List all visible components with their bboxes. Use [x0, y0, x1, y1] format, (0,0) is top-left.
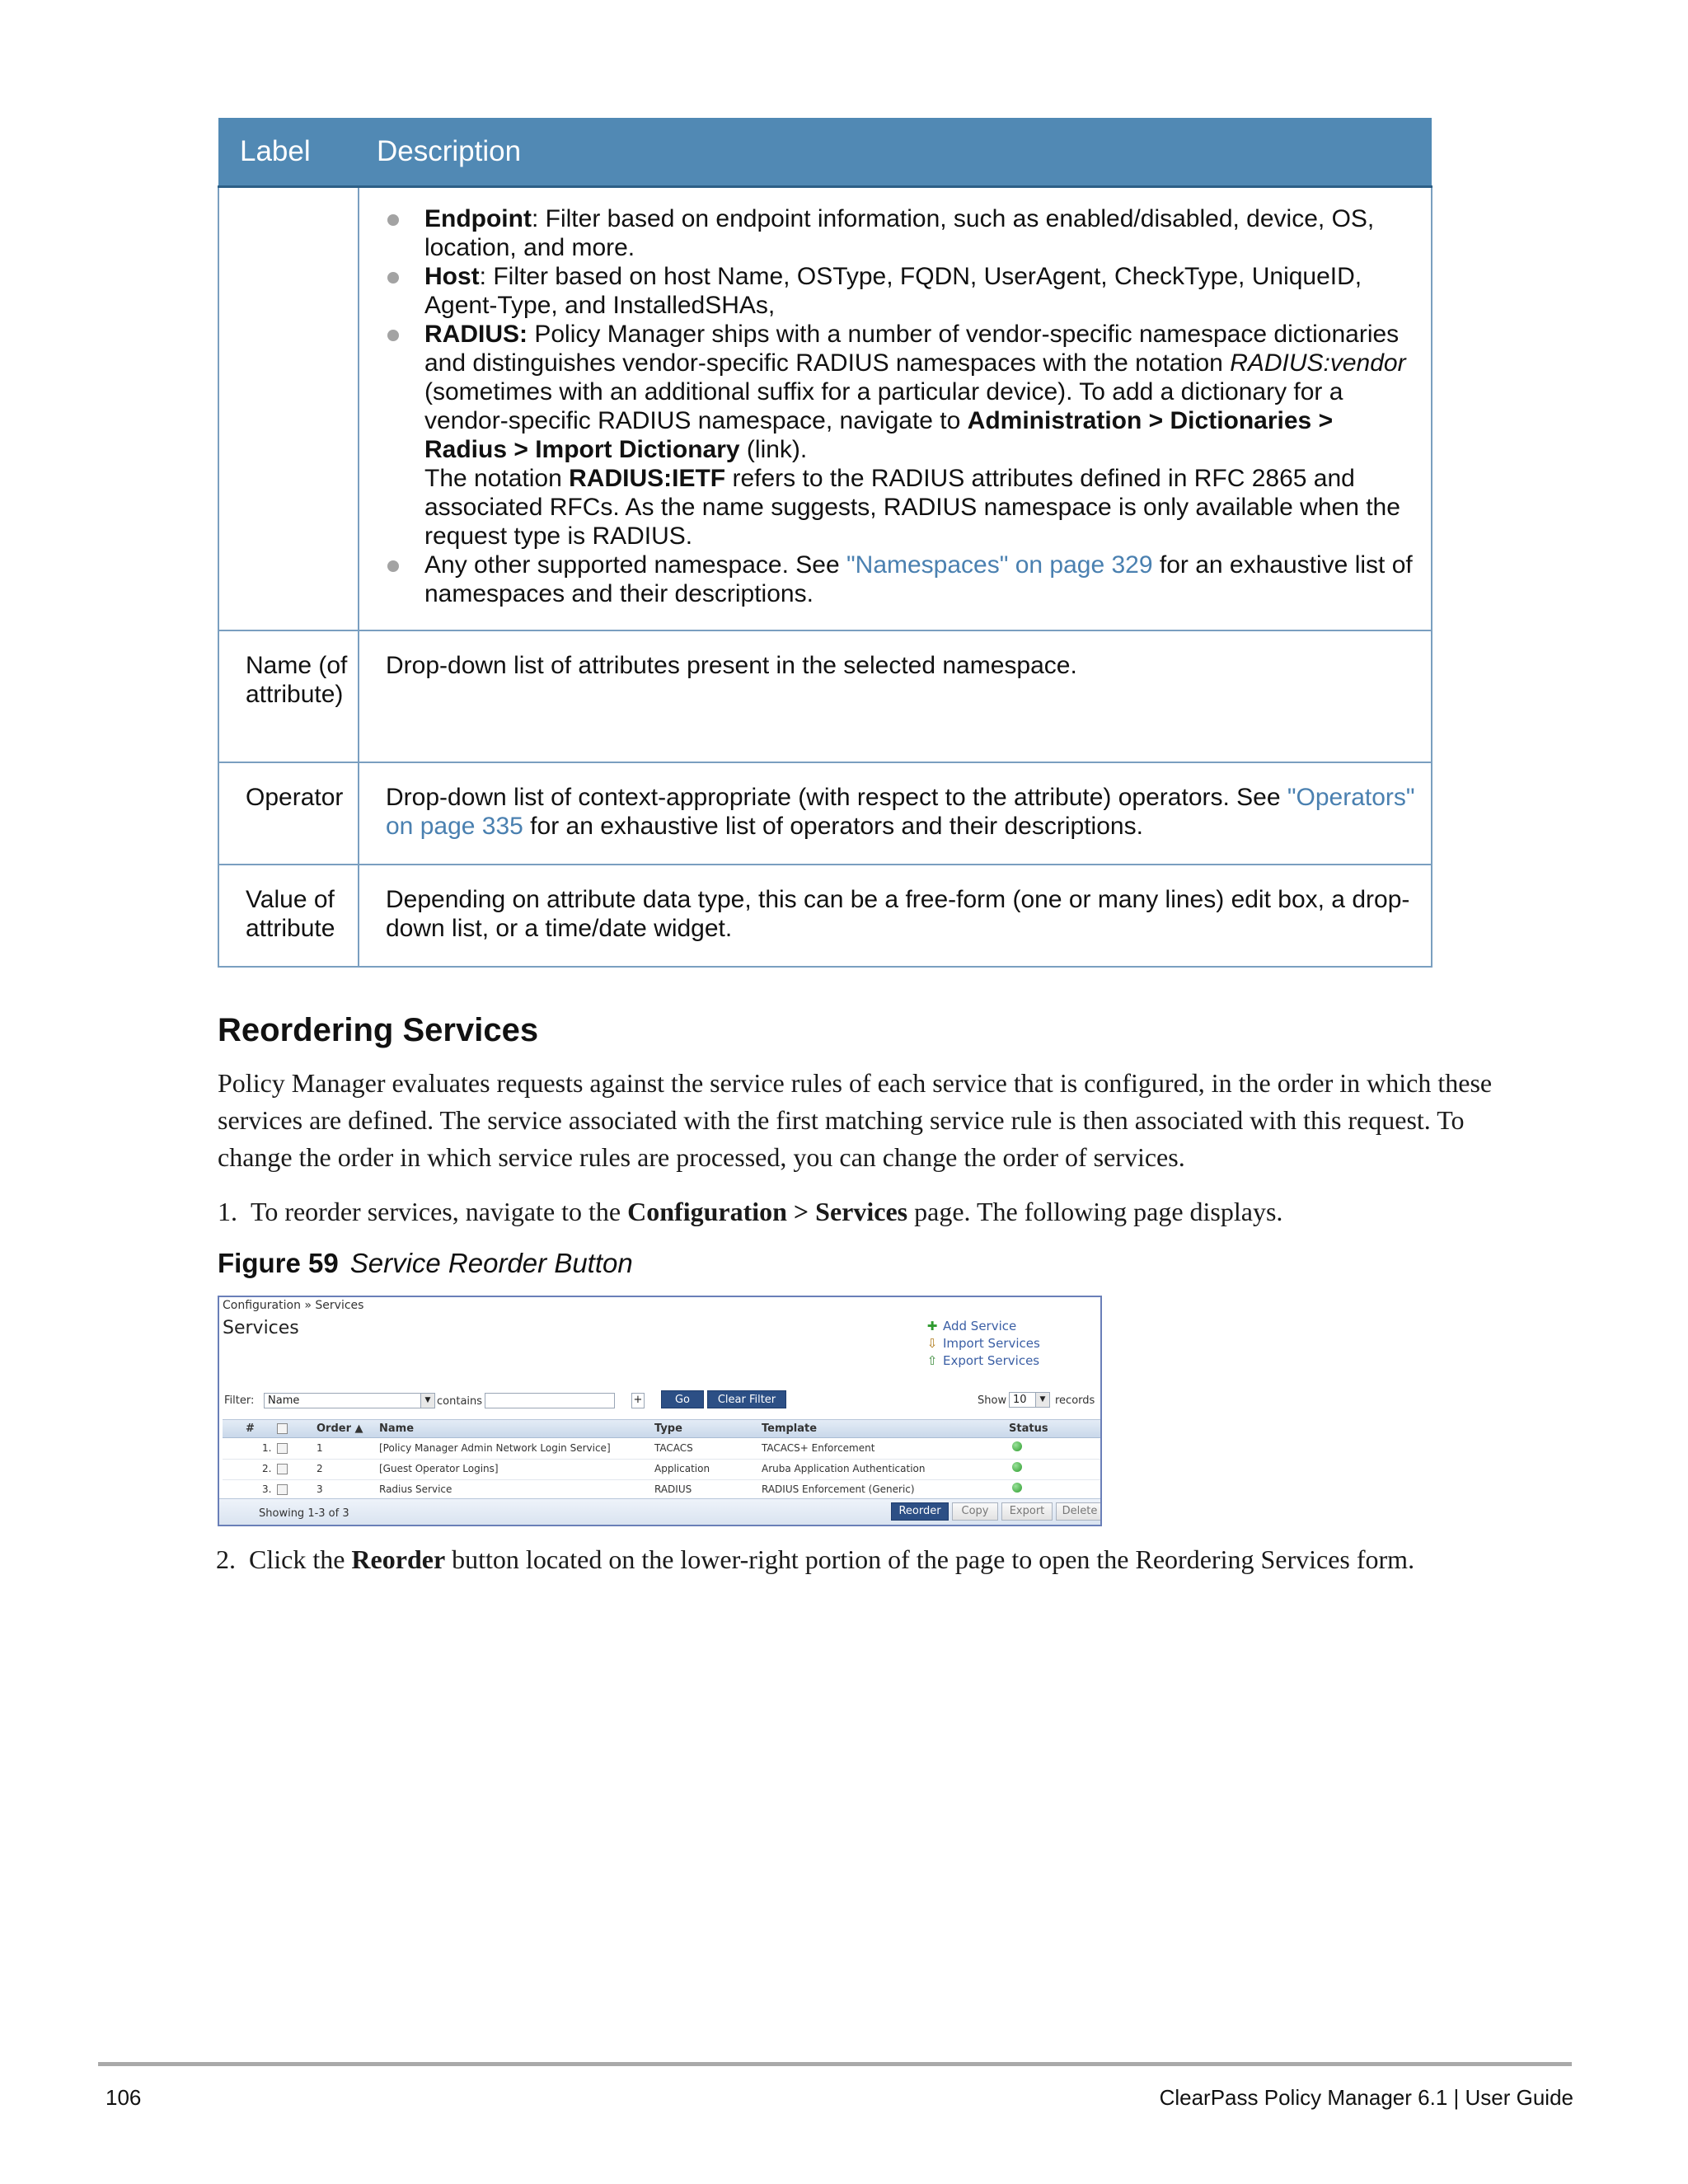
action-label: Add Service: [943, 1319, 1017, 1333]
filter-label: Filter:: [224, 1394, 255, 1407]
list-item-radius: [424, 320, 1416, 551]
item-text: : Filter based on endpoint information, such as enabled/disabled, device, OS, location, and more.: [424, 205, 1375, 261]
table-row-operator: [218, 762, 1432, 865]
step-text: button located on the lower-right portion of the page to open the Reordering Services form.: [445, 1544, 1415, 1574]
filter-field-select[interactable]: [264, 1393, 435, 1408]
show-label: Show: [978, 1394, 1007, 1407]
description-text: Drop-down list of context-appropriate (with respect to the attribute) operators. See: [386, 784, 1287, 811]
services-screenshot: [218, 1296, 1102, 1526]
select-all-checkbox[interactable]: [277, 1423, 288, 1434]
step-text: page. The following page displays.: [907, 1197, 1283, 1226]
row-checkbox[interactable]: [277, 1443, 288, 1454]
row-order: 1: [316, 1442, 323, 1454]
column-type[interactable]: Type: [654, 1422, 682, 1435]
page-title: Services: [223, 1318, 299, 1338]
grid-header: [223, 1419, 1100, 1438]
item-text: Any other supported namespace. See: [424, 551, 846, 579]
figure-number: Figure 59: [218, 1248, 339, 1278]
copy-button[interactable]: Copy: [952, 1502, 998, 1521]
table-header-row: [218, 118, 1432, 187]
showing-count: Showing 1-3 of 3: [259, 1507, 349, 1520]
column-template[interactable]: Template: [762, 1422, 818, 1435]
clear-filter-button[interactable]: Clear Filter: [707, 1390, 786, 1408]
step-2: [216, 1541, 1414, 1578]
add-icon: ✚: [926, 1319, 938, 1333]
status-enabled-icon: [1012, 1462, 1022, 1472]
records-per-page-select[interactable]: [1009, 1392, 1050, 1408]
row-template: TACACS+ Enforcement: [762, 1442, 875, 1454]
radius-vendor-notation: RADIUS:vendor: [1230, 349, 1406, 377]
description-cell: Drop-down list of attributes present in the selected namespace.: [359, 630, 1432, 762]
row-template: Aruba Application Authentication: [762, 1463, 926, 1474]
grid-footer: [219, 1498, 1100, 1526]
chevron-down-icon: ▼: [1035, 1393, 1049, 1407]
column-status[interactable]: Status: [1009, 1422, 1048, 1435]
row-type: TACACS: [654, 1442, 693, 1454]
step-number: 2.: [216, 1544, 236, 1574]
list-item-endpoint: [424, 204, 1416, 262]
label-cell: Name (of attribute): [218, 630, 359, 762]
records-label: records: [1055, 1394, 1095, 1407]
nav-configuration: Configuration: [627, 1197, 787, 1226]
filter-value-input[interactable]: [485, 1393, 615, 1408]
reorder-term: Reorder: [351, 1544, 446, 1574]
note-text: refers to the RADIUS attributes defined in RFC 2865 and associated RFCs. As the name suggests, RADIUS namespace is only available when the request type is RADIUS.: [424, 465, 1400, 550]
filter-field-value: Name: [268, 1394, 300, 1407]
go-button[interactable]: Go: [661, 1390, 704, 1408]
namespaces-link[interactable]: "Namespaces" on page 329: [846, 551, 1153, 579]
row-type: Application: [654, 1463, 710, 1474]
label-cell: Value of attribute: [218, 865, 359, 967]
breadcrumb[interactable]: Configuration » Services: [223, 1299, 364, 1312]
row-name[interactable]: Radius Service: [379, 1483, 452, 1495]
row-name[interactable]: [Policy Manager Admin Network Login Service]: [379, 1442, 611, 1454]
list-item-host: [424, 262, 1416, 320]
item-text: for an exhaustive list of namespaces and their descriptions.: [424, 551, 1413, 607]
note-text: The notation: [424, 465, 570, 492]
description-cell: [359, 762, 1432, 865]
chevron-down-icon: ▼: [420, 1394, 434, 1408]
row-order: 3: [316, 1483, 323, 1495]
item-text: : Filter based on host Name, OSType, FQDN, UserAgent, CheckType, UniqueID, Agent-Type, and InstalledSHAs,: [424, 263, 1362, 319]
figure-caption: [218, 1248, 633, 1279]
status-enabled-icon: [1012, 1483, 1022, 1493]
row-template: RADIUS Enforcement (Generic): [762, 1483, 915, 1495]
table-row-value: [218, 865, 1432, 967]
step-text: To reorder services, navigate to the: [251, 1197, 628, 1226]
import-icon: ⇩: [926, 1336, 938, 1351]
namespace-description-cell: [359, 187, 1432, 631]
import-services-link[interactable]: [925, 1336, 1040, 1351]
table-row[interactable]: [223, 1438, 1100, 1460]
table-row[interactable]: [223, 1459, 1100, 1480]
column-header-description: Description: [359, 118, 1432, 187]
namespace-list: [386, 204, 1416, 608]
label-cell: Operator: [218, 762, 359, 865]
nav-services: Services: [815, 1197, 908, 1226]
records-per-page-value: 10: [1013, 1394, 1027, 1406]
action-label: Export Services: [943, 1353, 1040, 1368]
table-row-namespace: [218, 187, 1432, 631]
delete-button[interactable]: Delete: [1056, 1502, 1102, 1521]
row-type: RADIUS: [654, 1483, 692, 1495]
item-text: (sometimes with an additional suffix for a particular device). To add a dictionary for a vendor-specific RADIUS namespace, navigate to: [424, 378, 1343, 434]
item-text: Policy Manager ships with a number of vendor-specific namespace dictionaries and distinguishes vendor-specific RADIUS namespaces with the notation: [424, 321, 1400, 377]
operators-link[interactable]: "Operators" on page 335: [386, 784, 1415, 840]
attribute-table: [218, 118, 1432, 968]
list-item-other-namespace: [424, 551, 1416, 608]
term-radius: RADIUS:: [424, 321, 528, 348]
column-order[interactable]: Order ▲: [316, 1422, 363, 1435]
namespace-label-cell: [218, 187, 359, 631]
export-button[interactable]: Export: [1001, 1502, 1053, 1521]
page-number: 106: [106, 2085, 142, 2110]
step-1: [218, 1193, 1282, 1230]
step-text: Click the: [249, 1544, 352, 1574]
nav-path: Administration > Dictionaries > Radius > Import Dictionary: [424, 407, 1334, 463]
figure-title: Service Reorder Button: [349, 1248, 633, 1278]
row-name[interactable]: [Guest Operator Logins]: [379, 1463, 499, 1474]
add-filter-button[interactable]: +: [631, 1393, 645, 1408]
filter-operator: contains: [437, 1395, 483, 1408]
action-label: Import Services: [943, 1336, 1040, 1351]
description-text: for an exhaustive list of operators and their descriptions.: [523, 813, 1143, 840]
row-number: 2.: [262, 1463, 272, 1474]
export-icon: ⇧: [926, 1353, 938, 1368]
item-text: (link).: [739, 436, 808, 463]
column-num: #: [246, 1422, 255, 1435]
status-enabled-icon: [1012, 1441, 1022, 1451]
footer-divider: [98, 2062, 1572, 2066]
reorder-button[interactable]: Reorder: [891, 1502, 949, 1521]
row-number: 1.: [262, 1442, 272, 1454]
column-name[interactable]: Name: [379, 1422, 415, 1435]
description-cell: Depending on attribute data type, this can be a free-form (one or many lines) edit box, a drop-down list, or a time/date widget.: [359, 865, 1432, 967]
add-service-link[interactable]: [925, 1319, 1016, 1333]
row-checkbox[interactable]: [277, 1464, 288, 1474]
term-endpoint: Endpoint: [424, 205, 532, 232]
intro-paragraph: Policy Manager evaluates requests against the service rules of each service that is configured, in the order in which these services are defined. The service associated with the first matching service rule is then associated with this request. To change the order in which service rules are processed, you can change the order of services.: [218, 1068, 1493, 1172]
step-number: 1.: [218, 1197, 237, 1226]
section-heading: Reordering Services: [218, 1012, 539, 1048]
term-host: Host: [424, 263, 480, 290]
nav-separator: >: [786, 1197, 816, 1226]
column-header-label: Label: [218, 118, 359, 187]
table-row-name: [218, 630, 1432, 762]
row-order: 2: [316, 1463, 323, 1474]
term-radius-ietf: RADIUS:IETF: [569, 465, 726, 492]
export-services-link[interactable]: [925, 1353, 1039, 1368]
row-number: 3.: [262, 1483, 272, 1495]
row-checkbox[interactable]: [277, 1484, 288, 1495]
running-title: ClearPass Policy Manager 6.1 | User Guide: [1159, 2085, 1573, 2110]
